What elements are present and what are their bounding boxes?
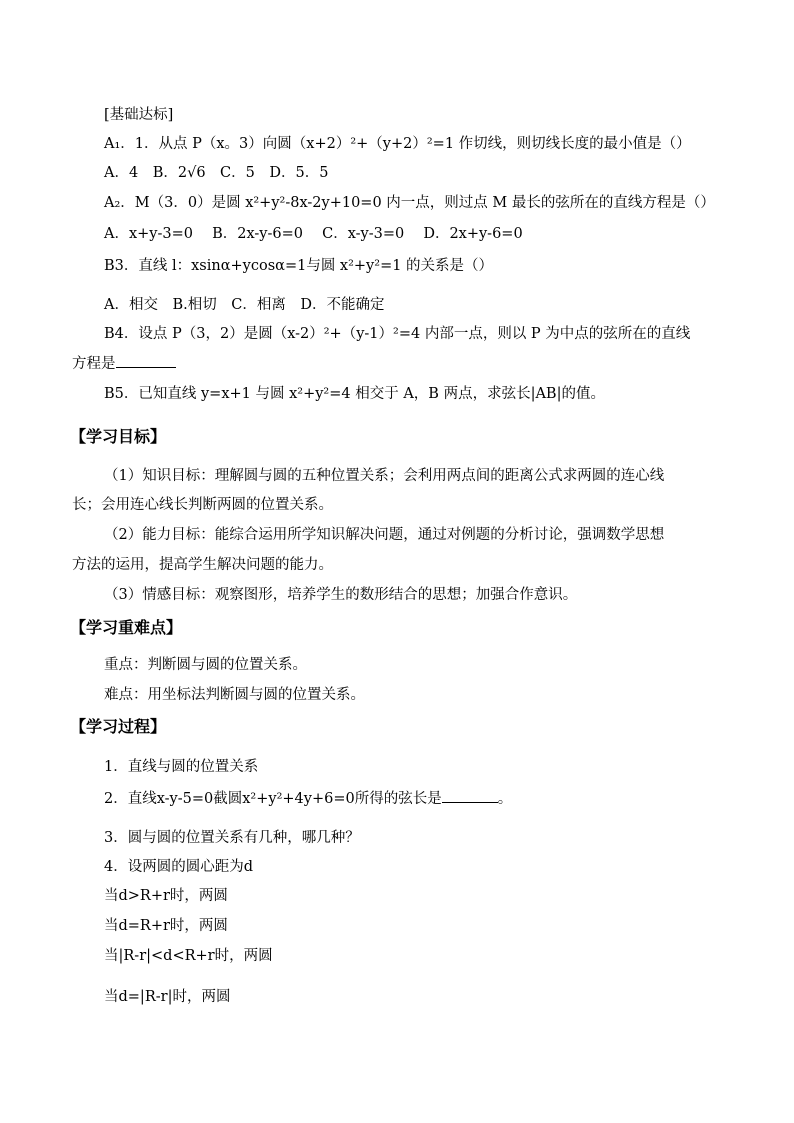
options-a1: A．4 B．2√6 C．5 D．5．5 (104, 165, 329, 181)
question-a2: A₂．M（3．0）是圆 x²+y²-8x-2y+10=0 内一点，则过点 M 最长的弦所在的直线方程是（） (104, 195, 715, 211)
basic-title: [基础达标] (104, 107, 174, 123)
goal-2-line2: 方法的运用，提高学生解决问题的能力。 (72, 557, 333, 573)
goal-1-line1: （1）知识目标：理解圆与圆的五种位置关系；会利用两点间的距离公式求两圆的连心线 (104, 468, 665, 484)
process-item-2 (104, 788, 512, 809)
section-goals-title: 【学习目标】 (70, 427, 167, 446)
answer-blank-chord (442, 788, 498, 803)
key-focus: 重点：判断圆与圆的位置关系。 (104, 657, 307, 673)
section-process-title: 【学习过程】 (70, 717, 167, 736)
question-b3: B3．直线 l：xsinα+ycosα=1与圆 x²+y²=1 的关系是（） (104, 258, 494, 274)
section-key-title: 【学习重难点】 (70, 618, 183, 637)
process-item-4: 4．设两圆的圆心距为d (104, 859, 254, 875)
process-item-2-end: 。 (497, 791, 513, 807)
goal-1-line2: 长；会用连心线长判断两圆的位置关系。 (72, 497, 333, 513)
goal-3: （3）情感目标：观察图形，培养学生的数形结合的思想；加强合作意识。 (104, 587, 578, 603)
process-item-3: 3．圆与圆的位置关系有几种，哪几种？ (104, 830, 360, 846)
question-a1: A₁．1．从点 P（x。3）向圆（x+2）²+（y+2）²=1 作切线，则切线长度的最小值是（） (104, 136, 691, 152)
b4-text: 方程是 (72, 356, 116, 372)
condition-1: 当d>R+r时，两圆 (104, 888, 228, 904)
answer-blank-b4 (116, 353, 176, 368)
condition-2: 当d=R+r时，两圆 (104, 918, 228, 934)
key-difficulty: 难点：用坐标法判断圆与圆的位置关系。 (104, 687, 365, 703)
question-b5: B5．已知直线 y=x+1 与圆 x²+y²=4 相交于 A，B 两点，求弦长|AB|的值。 (104, 386, 605, 402)
condition-3: 当|R-r|<d<R+r时，两圆 (104, 948, 273, 964)
options-a2: A．x+y-3=0 B．2x-y-6=0 C．x-y-3=0 D．2x+y-6=0 (104, 226, 523, 242)
question-b4-line1: B4．设点 P（3，2）是圆（x-2）²+（y-1）²=4 内部一点，则以 P 为中点的弦所在的直线 (104, 326, 691, 342)
goal-2-line1: （2）能力目标：能综合运用所学知识解决问题，通过对例题的分析讨论，强调数学思想 (104, 527, 665, 543)
process-item-1: 1．直线与圆的位置关系 (104, 759, 259, 775)
question-b4-line2 (72, 353, 176, 374)
options-b3: A．相交 B.相切 C．相离 D．不能确定 (104, 297, 385, 313)
condition-4: 当d=|R-r|时，两圆 (104, 989, 231, 1005)
process-item-2-text: 2．直线x-y-5=0截圆x²+y²+4y+6=0所得的弦长是 (104, 791, 442, 807)
